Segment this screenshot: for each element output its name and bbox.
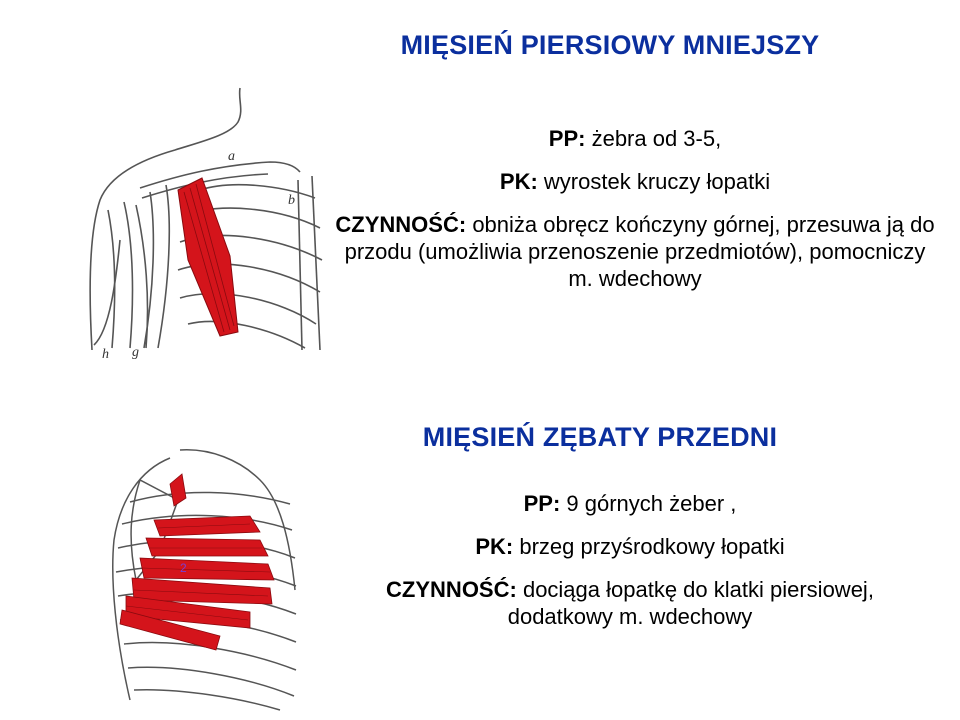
insertion-text: wyrostek kruczy łopatki: [543, 169, 771, 194]
serratus-anterior-muscle: [120, 474, 274, 650]
insertion-label: PK:: [499, 169, 538, 194]
action-line: [330, 211, 940, 292]
figure-letter-g: g: [132, 345, 139, 360]
section-title-serratus-anterior: MIĘSIEŃ ZĘBATY PRZEDNI: [422, 422, 778, 452]
insertion-text: brzeg przyśrodkowy łopatki: [519, 534, 785, 559]
action-text: dociąga łopatkę do klatki piersiowej, dodatkowy m. wdechowy: [507, 577, 874, 629]
figure-letter-a: a: [228, 149, 235, 164]
origin-line: [370, 490, 890, 517]
action-label: CZYNNOŚĆ:: [386, 577, 517, 602]
origin-label: PP:: [548, 126, 586, 151]
action-label: CZYNNOŚĆ:: [335, 212, 467, 237]
insertion-label: PK:: [475, 534, 514, 559]
figure-letter-b: b: [288, 193, 295, 208]
serratus-anterior-description: [370, 490, 890, 646]
serratus-anterior-illustration: [100, 440, 300, 712]
action-line: [370, 576, 890, 630]
insertion-line: [370, 533, 890, 560]
origin-label: PP:: [523, 491, 561, 516]
action-text: obniża obręcz kończyny górnej, przesuwa ją do przodu (umożliwia przenoszenie przedmiotów), pomocniczy m. wdechowy: [344, 212, 935, 291]
pectoralis-minor-description: [330, 125, 940, 308]
origin-line: [330, 125, 940, 152]
figure-number-2: 2: [180, 561, 187, 575]
figure-letter-h: h: [102, 347, 109, 360]
origin-text: żebra od 3-5,: [591, 126, 722, 151]
pectoralis-minor-illustration: [80, 80, 330, 360]
insertion-line: [330, 168, 940, 195]
origin-text: 9 górnych żeber ,: [566, 491, 737, 516]
section-title-pectoralis-minor: MIĘSIEŃ PIERSIOWY MNIEJSZY: [400, 30, 820, 60]
